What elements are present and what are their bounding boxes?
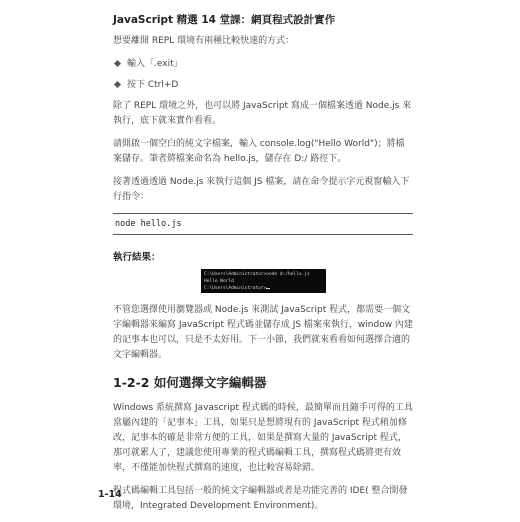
- paragraph: 不管您選擇使用瀏覽器或 Node.js 來測試 JavaScript 程式，都需要一個文字編輯器來編寫 JavaScript 程式碼並儲存成 JS 檔案來執行，window 內建的記事本也可以，只是不太好用。下一小節，我們就來看看如何選擇合適的文字編輯器。: [113, 305, 413, 360]
- paragraph: Windows 系統撰寫 Javascript 程式碼的時候，最簡單而且隨手可得的工具當屬內建的「記事本」工具，如果只是想將現有的 JavaScript 程式稍加修改，記事本的確是非常方便的工具，如果是撰寫大量的 JavaScript 程式，那可就累人了，建議您使用專業的程式碼編輯工具，撰寫程式碼將更有效率，不僅能加快程式撰寫的速度，也比較容易除錯。: [113, 403, 413, 473]
- page-body: [113, 34, 413, 522]
- terminal-line: Hello World: [204, 279, 234, 284]
- bullet-item: [113, 78, 413, 92]
- bullet-item: [113, 57, 413, 71]
- diamond-bullet-icon: [114, 80, 121, 87]
- running-header: JavaScript 精選 14 堂課：網頁程式設計實作: [113, 14, 336, 26]
- paragraph: 程式碼編輯工具包括一般的純文字編輯器或者是功能完善的 IDE( 整合開發環境，Integrated Development Environment)。: [113, 486, 408, 511]
- paragraph: 接著透過透過 Node.js 來執行這個 JS 檔案，請在命令提示字元視窗輸入下行指令：: [113, 177, 410, 202]
- diamond-bullet-icon: [114, 59, 121, 66]
- intro-paragraph: 想要離開 REPL 環境有兩種比較快速的方式：: [113, 36, 295, 46]
- result-label: 執行結果：: [113, 252, 161, 263]
- bullet-text: 輸入「.exit」: [127, 59, 183, 69]
- code-block: node hello.js: [113, 213, 413, 235]
- terminal-screenshot: [201, 269, 326, 293]
- cursor-icon: [266, 288, 270, 289]
- bullet-text: 按下 Ctrl+D: [127, 80, 179, 90]
- terminal-line: C:\Users\Administrator>: [204, 286, 267, 291]
- paragraph: 請開啟一個空白的純文字檔案，輸入 console.log("Hello World")；將檔案儲存。筆者將檔案命名為 hello.js，儲存在 D:/ 路徑下。: [113, 139, 405, 164]
- section-heading: 1-2-2 如何選擇文字編輯器: [113, 375, 267, 390]
- terminal-line: C:\Users\Administrator>node d:/hello.js: [204, 272, 310, 277]
- terminal-prompt: [204, 285, 323, 292]
- paragraph: 除了 REPL 環境之外，也可以將 JavaScript 寫成一個檔案透過 Node.js 來執行，底下就來實作看看。: [113, 101, 412, 126]
- page-number: 1-14: [98, 489, 122, 500]
